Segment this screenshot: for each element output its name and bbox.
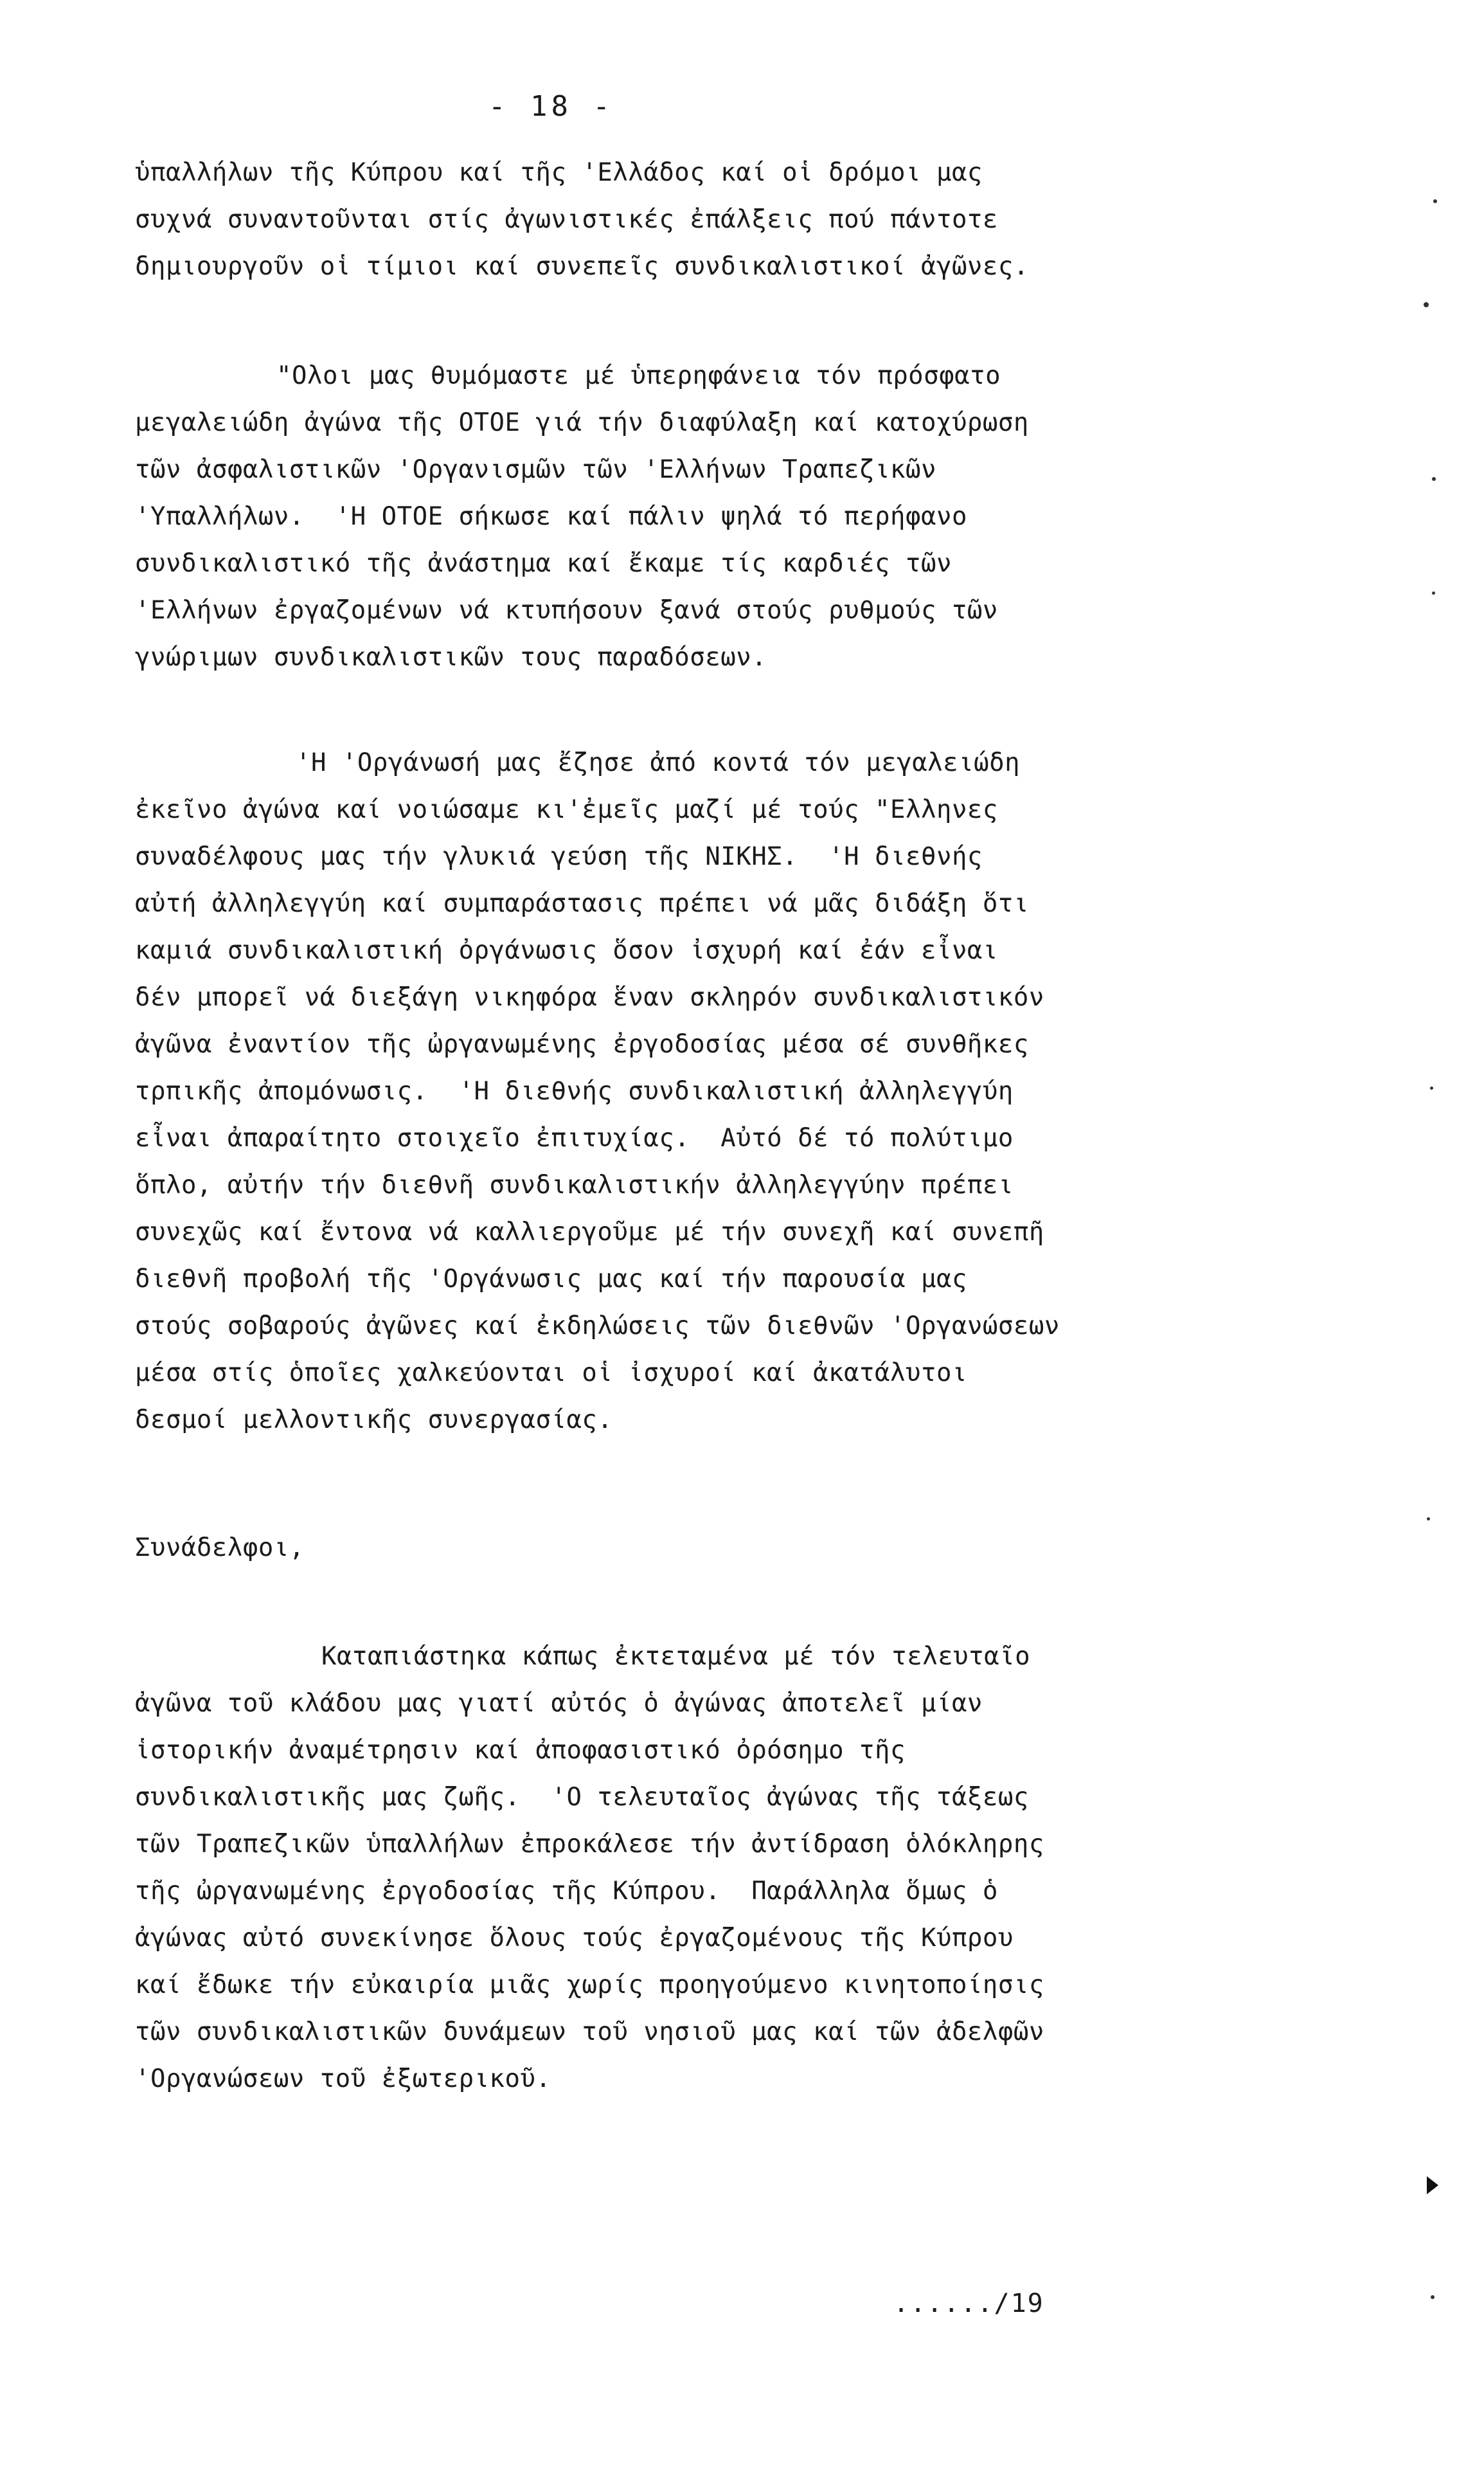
text-line: ἀγῶνα ἐναντίον τῆς ὠργανωμένης ἐργοδοσίας μέσα σέ συνθῆκες — [135, 1030, 1029, 1059]
text-line: 'Ελλήνων ἐργαζομένων νά κτυπήσουν ξανά στούς ρυθμούς τῶν — [135, 596, 998, 625]
page-number: - 18 - — [488, 90, 614, 123]
scan-speck — [1430, 1087, 1433, 1090]
text-line: συχνά συναντοῦνται στίς ἀγωνιστικές ἐπάλξεις πού πάντοτε — [135, 205, 998, 234]
text-line: μέσα στίς ὁποῖες χαλκεύονται οἱ ἰσχυροί καί ἀκατάλυτοι — [135, 1358, 967, 1387]
scan-speck — [1432, 591, 1435, 595]
text-line: ὅπλο, αὐτήν τήν διεθνῆ συνδικαλιστικήν ἀλληλεγγύην πρέπει — [135, 1171, 1014, 1200]
text-line: Συνάδελφοι, — [135, 1533, 305, 1562]
text-line: γνώριμων συνδικαλιστικῶν τους παραδόσεων. — [135, 643, 767, 672]
scan-speck — [1433, 199, 1437, 203]
paragraph-1 — [135, 149, 1356, 290]
text-line: ὑπαλλήλων τῆς Κύπρου καί τῆς 'Ελλάδος καί οἱ δρόμοι μας — [135, 158, 983, 187]
text-line: ἱστορικήν ἀναμέτρησιν καί ἀποφασιστικό ὀρόσημο τῆς — [135, 1736, 906, 1765]
text-line: μεγαλειώδη ἀγώνα τῆς ΟΤΟΕ γιά τήν διαφύλαξη καί κατοχύρωση — [135, 408, 1029, 437]
text-line: τῶν συνδικαλιστικῶν δυνάμεων τοῦ νησιοῦ μας καί τῶν ἀδελφῶν — [135, 2017, 1044, 2046]
text-line: διεθνῆ προβολή τῆς 'Οργάνωσις μας καί τήν παρουσία μας — [135, 1265, 967, 1294]
continuation-marker: ....../19 — [893, 2289, 1044, 2318]
paragraph-2 — [135, 352, 1356, 681]
paragraph-3 — [135, 739, 1356, 1443]
text-line: στούς σοβαρούς ἀγῶνες καί ἐκδηλώσεις τῶν διεθνῶν 'Οργανώσεων — [135, 1312, 1060, 1340]
text-line: Καταπιάστηκα κάπως ἐκτεταμένα μέ τόν τελευταῖο — [321, 1642, 1031, 1671]
text-line: τρπικῆς ἀπομόνωσις. 'Η διεθνής συνδικαλιστική ἀλληλεγγύη — [135, 1077, 1014, 1106]
paragraph-5 — [135, 1633, 1356, 2102]
text-line: 'Η 'Οργάνωσή μας ἔζησε ἀπό κοντά τόν μεγαλειώδη — [296, 748, 1021, 777]
text-line: 'Οργανώσεων τοῦ ἐξωτερικοῦ. — [135, 2064, 551, 2093]
text-line: συναδέλφους μας τήν γλυκιά γεύση τῆς ΝΙΚΗΣ. 'Η διεθνής — [135, 842, 983, 871]
text-line: συνεχῶς καί ἔντονα νά καλλιεργοῦμε μέ τήν συνεχῆ καί συνεπῆ — [135, 1218, 1044, 1247]
text-line: συνδικαλιστικό τῆς ἀνάστημα καί ἔκαμε τίς καρδιές τῶν — [135, 549, 952, 578]
margin-arrow-icon — [1427, 2176, 1438, 2194]
text-line: "Ολοι μας θυμόμαστε μέ ὑπερηφάνεια τόν πρόσφατο — [276, 361, 1001, 390]
text-line: 'Υπαλλήλων. 'Η ΟΤΟΕ σήκωσε καί πάλιν ψηλά τό περήφανο — [135, 502, 967, 531]
text-line: τῆς ὠργανωμένης ἐργοδοσίας τῆς Κύπρου. Παράλληλα ὅμως ὁ — [135, 1877, 998, 1906]
text-line: αὐτή ἀλληλεγγύη καί συμπαράστασις πρέπει νά μᾶς διδάξη ὅτι — [135, 889, 1029, 918]
text-line: τῶν ἀσφαλιστικῶν 'Οργανισμῶν τῶν 'Ελλήνων Τραπεζικῶν — [135, 455, 936, 484]
text-line: ἀγώνας αὐτό συνεκίνησε ὅλους τούς ἐργαζομένους τῆς Κύπρου — [135, 1924, 1014, 1953]
text-line: δεσμοί μελλοντικῆς συνεργασίας. — [135, 1405, 613, 1434]
scan-speck — [1427, 1517, 1430, 1520]
scan-speck — [1432, 477, 1436, 481]
text-line: εἶναι ἀπαραίτητο στοιχεῖο ἐπιτυχίας. Αὐτό δέ τό πολύτιμο — [135, 1124, 1014, 1153]
text-line: δημιουργοῦν οἱ τίμιοι καί συνεπεῖς συνδικαλιστικοί ἀγῶνες. — [135, 252, 1029, 281]
text-line: ἐκεῖνο ἀγώνα καί νοιώσαμε κι'ἐμεῖς μαζί μέ τούς "Ελληνες — [135, 795, 998, 824]
scan-speck — [1431, 2295, 1435, 2299]
text-line: συνδικαλιστικῆς μας ζωῆς. 'Ο τελευταῖος ἀγώνας τῆς τάξεως — [135, 1783, 1029, 1812]
text-line: δέν μπορεῖ νά διεξάγη νικηφόρα ἕναν σκληρόν συνδικαλιστικόν — [135, 983, 1044, 1012]
scan-speck — [1424, 302, 1429, 307]
text-line: τῶν Τραπεζικῶν ὑπαλλήλων ἐπροκάλεσε τήν ἀντίδραση ὁλόκληρης — [135, 1830, 1044, 1859]
text-line: καμιά συνδικαλιστική ὀργάνωσις ὅσον ἰσχυρή καί ἐάν εἶναι — [135, 936, 998, 965]
text-line: ἀγῶνα τοῦ κλάδου μας γιατί αὐτός ὁ ἀγώνας ἀποτελεῖ μίαν — [135, 1689, 983, 1718]
salutation — [135, 1524, 1356, 1571]
text-line: καί ἔδωκε τήν εὐκαιρία μιᾶς χωρίς προηγούμενο κινητοποίησις — [135, 1971, 1044, 1999]
